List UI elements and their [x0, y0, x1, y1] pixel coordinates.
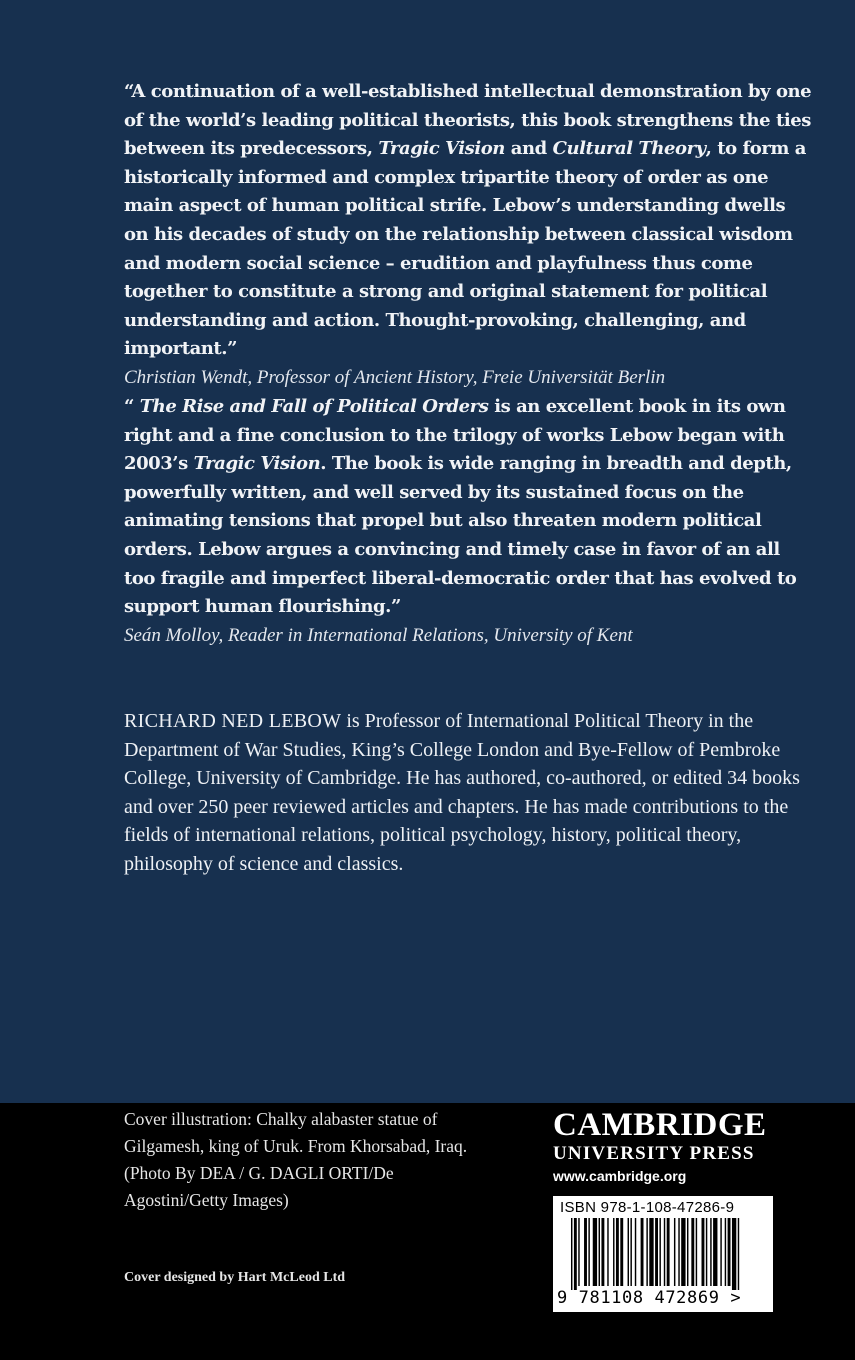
- review-quote-2: [124, 393, 814, 650]
- review-quote-1: [124, 78, 814, 393]
- barcode-icon: [553, 1218, 773, 1290]
- book-title-italic: Tragic Vision: [193, 453, 321, 475]
- review-attribution: Christian Wendt, Professor of Ancient History, Freie Universität Berlin: [124, 366, 666, 388]
- cover-designer-credit: Cover designed by Hart McLeod Ltd: [124, 1270, 346, 1285]
- book-title-italic: Tragic Vision: [378, 138, 505, 160]
- publisher-url[interactable]: www.cambridge.org: [553, 1168, 687, 1184]
- cover-illustration-credit: Cover illustration: Chalky alabaster statue of Gilgamesh, king of Uruk. From Khorsabad, Iraq. (Photo By DEA / G. DAGLI ORTI/De Agostini/Getty Images): [124, 1109, 468, 1210]
- author-bio: [124, 707, 824, 879]
- review-text: is an excellent book in its own right and a fine conclusion to the trilogy of works Lebow began with 2003’s: [124, 396, 786, 475]
- review-text: “A continuation of a well-established intellectual demonstration by one of the world’s leading political theorists, this book strengthens the ties between its predecessors,: [124, 81, 812, 160]
- barcode-digits: 9 781108 472869 >: [557, 1288, 742, 1308]
- review-attribution: Seán Molloy, Reader in International Relations, University of Kent: [124, 624, 633, 646]
- publisher-logo: [553, 1107, 778, 1187]
- review-text: and: [504, 138, 553, 160]
- isbn-barcode: [553, 1196, 773, 1312]
- publisher-subname: UNIVERSITY PRESS: [553, 1143, 755, 1164]
- publisher-name: CAMBRIDGE: [553, 1107, 767, 1143]
- review-text: . The book is wide ranging in breadth and depth, powerfully written, and well served by its sustained focus on the animating tensions that propel but also threaten modern political orders. Lebow argues a convincing and timely case in favor of an all too fragile and imperfect liberal-democratic order that has evolved to support human flourishing.”: [124, 453, 797, 618]
- book-title-italic: Cultural Theory: [552, 138, 706, 160]
- author-bio-text: is Professor of International Political Theory in the Department of War Studies, King’s College London and Bye-Fellow of Pembroke College, University of Cambridge. He has authored, co-authored, or edited 34 books and over 250 peer reviewed articles and chapters. He has made contributions to the fields of international relations, political psychology, history, political theory, philosophy of science and classics.: [124, 710, 800, 875]
- book-title-italic: The Rise and Fall of Political Orders: [139, 396, 489, 417]
- isbn-label: ISBN 978-1-108-47286-9: [560, 1199, 735, 1216]
- review-text: , to form a historically informed and complex tripartite theory of order as one main aspect of human political strife. Lebow’s understanding dwells on his decades of study on the relationship between classical wisdom and modern social science – erudition and playfulness thus come together to constitute a strong and original statement for political understanding and action. Thought-provoking, challenging, and important.”: [124, 138, 807, 360]
- author-name: RICHARD NED LEBOW: [124, 710, 342, 732]
- review-text: “: [124, 396, 140, 417]
